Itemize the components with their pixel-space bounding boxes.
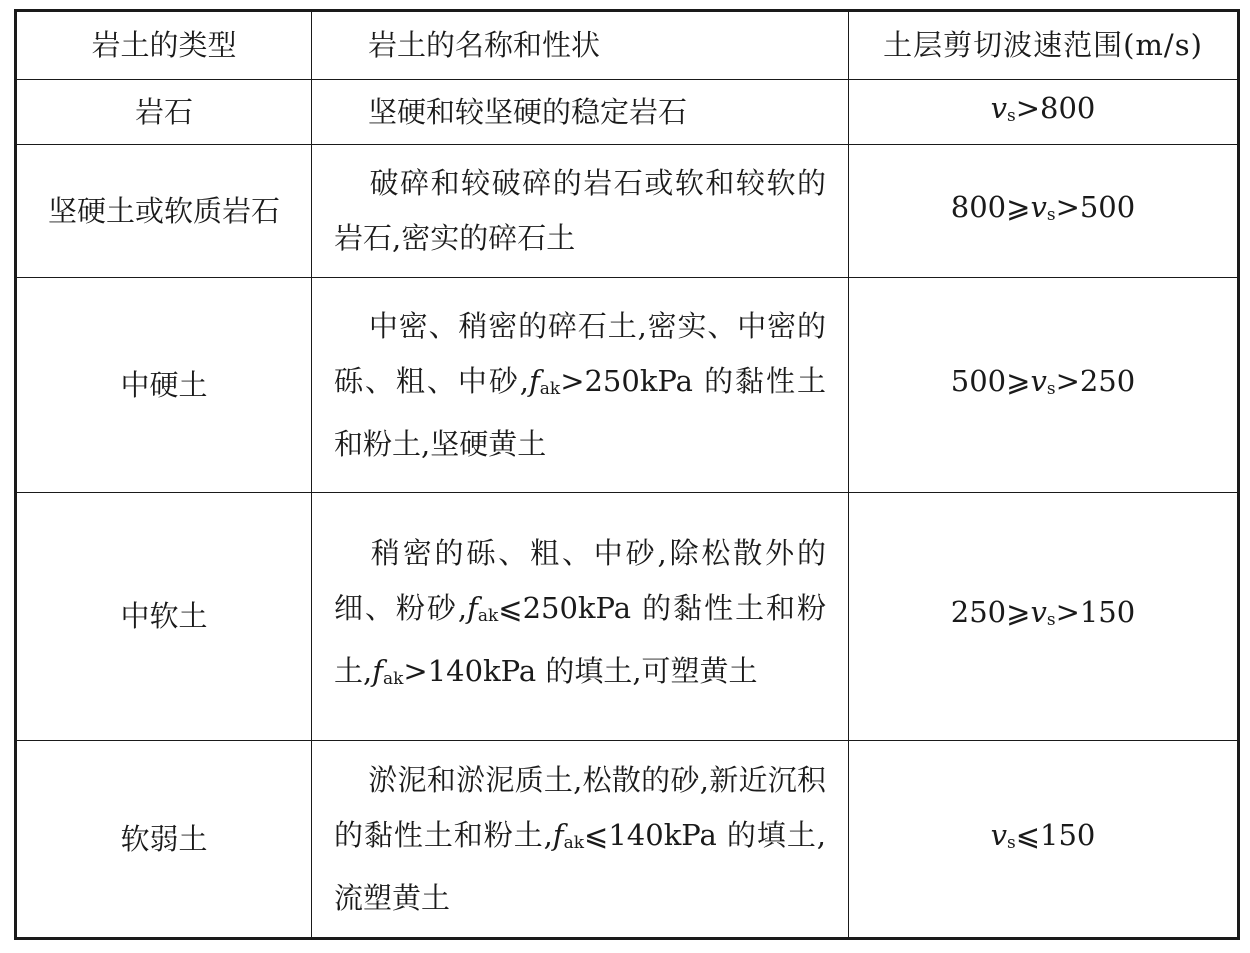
table-row	[16, 80, 1239, 145]
soil-description-cell: 淤泥和淤泥质土,松散的砂,新近沉积的黏性土和粉土,fak⩽140kPa 的填土,流塑黄土	[312, 741, 849, 939]
soil-type-cell: 中软土	[16, 493, 312, 741]
soil-description-cell: 破碎和较破碎的岩石或软和较软的岩石,密实的碎石土	[312, 145, 849, 278]
velocity-range-cell: 250⩾vs>150	[849, 493, 1239, 741]
soil-description-cell: 中密、稍密的碎石土,密实、中密的砾、粗、中砂,fak>250kPa 的黏性土和粉土,坚硬黄土	[312, 278, 849, 493]
soil-type-cell: 坚硬土或软质岩石	[16, 145, 312, 278]
soil-type-cell: 软弱土	[16, 741, 312, 939]
table-row	[16, 145, 1239, 278]
velocity-range-cell: vs⩽150	[849, 741, 1239, 939]
soil-type-cell: 岩石	[16, 80, 312, 145]
soil-description-cell: 坚硬和较坚硬的稳定岩石	[312, 80, 849, 145]
soil-description-cell: 稍密的砾、粗、中砂,除松散外的细、粉砂,fak⩽250kPa 的黏性土和粉土,fak>140kPa 的填土,可塑黄土	[312, 493, 849, 741]
velocity-range-cell: vs>800	[849, 80, 1239, 145]
header-soil-description: 岩土的名称和性状	[312, 11, 849, 80]
table-row	[16, 741, 1239, 939]
soil-type-cell: 中硬土	[16, 278, 312, 493]
soil-classification-table	[14, 9, 1240, 940]
velocity-range-cell: 800⩾vs>500	[849, 145, 1239, 278]
header-row	[16, 11, 1239, 80]
table-row	[16, 493, 1239, 741]
header-soil-type: 岩土的类型	[16, 11, 312, 80]
velocity-range-cell: 500⩾vs>250	[849, 278, 1239, 493]
header-shear-velocity: 土层剪切波速范围(m/s)	[849, 11, 1239, 80]
table-row	[16, 278, 1239, 493]
